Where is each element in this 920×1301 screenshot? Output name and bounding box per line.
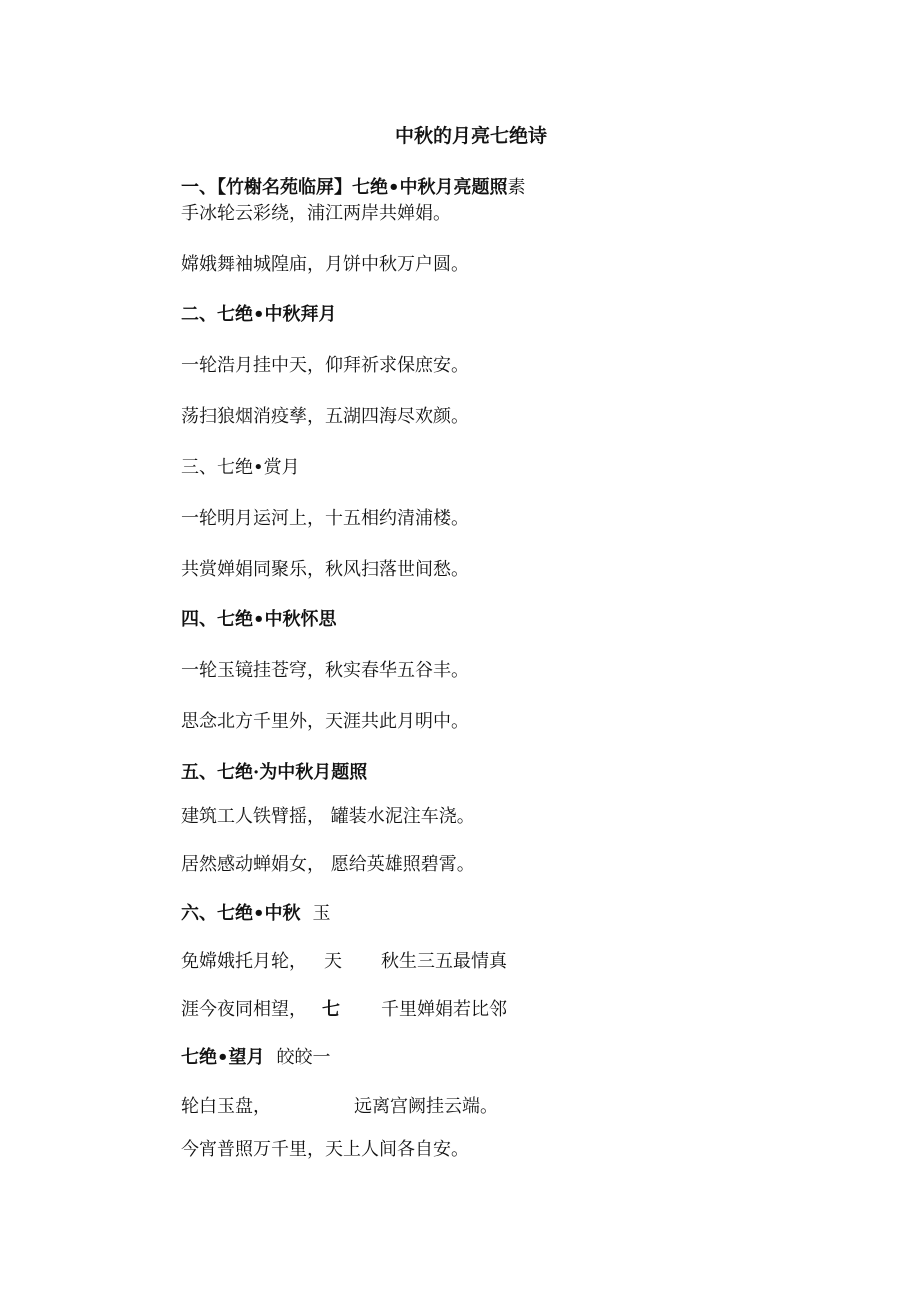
poem-2-line-2: 荡扫狼烟消疫孳，五湖四海尽欢颜。 (181, 406, 469, 427)
poem-7 (181, 1046, 331, 1070)
poem-3-line-2: 共赏婵娟同聚乐，秋风扫落世间愁。 (181, 559, 469, 580)
page-title: 中秋的月亮七绝诗 (395, 125, 548, 147)
poem-1-heading: 一、【竹榭名苑临屏】七绝•中秋月亮题照 (181, 177, 508, 198)
poem-3-heading: 三、七绝•赏月 (181, 457, 300, 478)
poem-5-line-2: 居然感动蝉娟女， 愿给英雄照碧霄。 (181, 854, 475, 875)
poem-1-line-2: 嫦娥舞袖城隍庙，月饼中秋万户圆。 (181, 254, 469, 275)
poem-6-line-2a: 涯今夜同相望， (181, 999, 307, 1020)
poem-7-line-1b: 远离宫阙挂云端。 (354, 1096, 498, 1117)
poem-4-heading: 四、七绝•中秋怀思 (181, 609, 337, 630)
poem-6-line-1b: 天 (324, 951, 342, 972)
poem-6 (181, 902, 331, 926)
poem-3-line-1: 一轮明月运河上，十五相约清浦楼。 (181, 508, 469, 529)
poem-7-heading-tail: 皎皎一 (276, 1047, 331, 1068)
poem-4-line-1: 一轮玉镜挂苍穹，秋实春华五谷丰。 (181, 660, 469, 681)
poem-1-heading-tail: 素 (507, 177, 526, 198)
poem-7-heading: 七绝•望月 (181, 1047, 265, 1068)
poem-6-line-2c: 千里婵娟若比邻 (381, 999, 507, 1020)
poem-6-heading-tail: 玉 (312, 903, 331, 924)
poem-1-line-1: 手冰轮云彩绕，浦江两岸共婵娟。 (181, 203, 451, 224)
poem-1 (181, 176, 526, 200)
poem-6-line-1c: 秋生三五最情真 (381, 951, 507, 972)
poem-6-heading: 六、七绝•中秋 (181, 903, 301, 924)
poem-7-line-2: 今宵普照万千里，天上人间各自安。 (181, 1139, 469, 1160)
poem-5-line-1: 建筑工人铁臂摇， 罐装水泥注车浇。 (181, 806, 475, 827)
poem-6-line-1a: 免嫦娥托月轮， (181, 951, 307, 972)
poem-2-line-1: 一轮浩月挂中天，仰拜祈求保庶安。 (181, 355, 469, 376)
poem-2-heading: 二、七绝•中秋拜月 (181, 304, 337, 325)
poem-6-line-2b: 七 (322, 999, 340, 1020)
poem-5-heading: 五、七绝·为中秋月题照 (181, 762, 368, 783)
poem-4-line-2: 思念北方千里外，天涯共此月明中。 (181, 711, 469, 732)
poem-7-line-1a: 轮白玉盘， (181, 1096, 271, 1117)
